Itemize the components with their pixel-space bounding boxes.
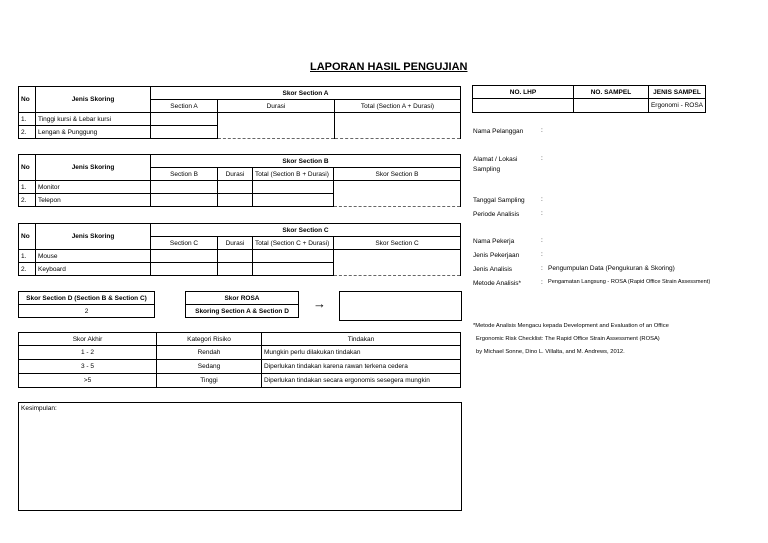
- no-lhp-header: NO. LHP: [473, 86, 574, 99]
- cell[interactable]: [151, 113, 218, 126]
- tanggal-label: Tanggal Sampling: [473, 197, 525, 204]
- cell[interactable]: [151, 181, 218, 194]
- col-total-a: Total (Section A + Durasi): [335, 100, 461, 113]
- note-line: by Michael Sonne, Dino L. Villalta, and M. Andrews, 2012.: [476, 349, 625, 355]
- section-d-table: [18, 291, 155, 318]
- cell[interactable]: [218, 181, 253, 194]
- row-name: Keyboard: [36, 263, 151, 276]
- nama-pelanggan-label: Nama Pelanggan: [473, 128, 524, 135]
- skor-section-a-header: Skor Section A: [151, 87, 461, 100]
- tindakan-header: Tindakan: [262, 333, 461, 346]
- nama-pekerja-label: Nama Pekerja: [473, 238, 515, 245]
- rosa-sub: Skoring Section A & Section D: [186, 305, 299, 318]
- skor-section-c-header: Skor Section C: [151, 224, 461, 237]
- no-header: No: [19, 155, 36, 181]
- row-name: Lengan & Punggung: [36, 126, 151, 139]
- cell[interactable]: [218, 263, 253, 276]
- alamat-label: Alamat / Lokasi: [473, 156, 518, 163]
- col-total-c: Total (Section C + Durasi): [253, 237, 334, 250]
- kategori-table: [18, 332, 461, 388]
- page-title: LAPORAN HASIL PENGUJIAN: [310, 61, 468, 73]
- colon: :: [541, 210, 543, 217]
- jenis-analisis-label: Jenis Analisis: [473, 266, 513, 273]
- cell[interactable]: [151, 126, 218, 139]
- colon: :: [541, 127, 543, 134]
- kesimpulan-box[interactable]: [18, 402, 462, 511]
- col-section-a: Section A: [151, 100, 218, 113]
- row-no: 1.: [19, 113, 36, 126]
- section-b-table: [18, 154, 461, 207]
- kategori-cell: Sedang: [157, 360, 262, 374]
- note-line: Ergonomic Risk Checklist: The Rapid Office Strain Assessment (ROSA): [476, 336, 660, 342]
- cell[interactable]: [151, 250, 218, 263]
- kategori-cell: Rendah: [157, 346, 262, 360]
- col-section-b: Section B: [151, 168, 218, 181]
- no-header: No: [19, 224, 36, 250]
- cell[interactable]: [218, 194, 253, 207]
- col-section-c: Section C: [151, 237, 218, 250]
- colon: :: [541, 155, 543, 162]
- rosa-label: Skor ROSA: [186, 292, 299, 305]
- row-no: 2.: [19, 126, 36, 139]
- periode-label: Periode Analisis: [473, 211, 520, 218]
- rosa-table: [185, 291, 299, 318]
- row-no: 2.: [19, 194, 36, 207]
- colon: :: [541, 251, 543, 258]
- row-name: Tinggi kursi & Lebar kursi: [36, 113, 151, 126]
- cell[interactable]: [253, 194, 334, 207]
- note-line: *Metode Analisis Mengacu kepada Development and Evaluation of an Office: [473, 323, 669, 329]
- kategori-header: Kategori Risiko: [157, 333, 262, 346]
- kesimpulan-label: Kesimpulan:: [21, 405, 57, 412]
- jenis-skoring-header: Jenis Skoring: [36, 87, 151, 113]
- col-durasi: Durasi: [218, 100, 335, 113]
- tindakan-cell: Mungkin perlu dilakukan tindakan: [262, 346, 461, 360]
- no-sampel-header: NO. SAMPEL: [573, 86, 648, 99]
- header-right-table: [472, 85, 706, 113]
- row-name: Mouse: [36, 250, 151, 263]
- cell[interactable]: [335, 113, 461, 139]
- jenis-sampel-value: Ergonomi - ROSA: [648, 99, 705, 113]
- cell[interactable]: [334, 250, 461, 276]
- colon: :: [541, 196, 543, 203]
- section-d-label: Skor Section D (Section B & Section C): [19, 292, 155, 305]
- cell[interactable]: [151, 194, 218, 207]
- col-skor-b: Skor Section B: [334, 168, 461, 181]
- no-header: No: [19, 87, 36, 113]
- cell[interactable]: [334, 181, 461, 207]
- tindakan-cell: Diperlukan tindakan karena rawan terkena cedera: [262, 360, 461, 374]
- metode-value: Pengamatan Langsung - ROSA (Rapid Office Strain Assessment): [548, 279, 711, 285]
- sampling-label: Sampling: [473, 166, 501, 173]
- col-durasi: Durasi: [218, 237, 253, 250]
- cell[interactable]: [253, 181, 334, 194]
- cell[interactable]: [253, 263, 334, 276]
- skor-akhir-header: Skor Akhir: [19, 333, 157, 346]
- jenis-skoring-header: Jenis Skoring: [36, 224, 151, 250]
- col-durasi: Durasi: [218, 168, 253, 181]
- cell[interactable]: [218, 250, 253, 263]
- row-name: Telepon: [36, 194, 151, 207]
- jenis-skoring-header: Jenis Skoring: [36, 155, 151, 181]
- skor-akhir-cell: 1 - 2: [19, 346, 157, 360]
- skor-akhir-cell: >5: [19, 374, 157, 388]
- rosa-result-box[interactable]: [339, 291, 462, 321]
- row-name: Monitor: [36, 181, 151, 194]
- cell[interactable]: [151, 263, 218, 276]
- arrow-right-icon: →: [313, 296, 326, 311]
- cell[interactable]: [218, 113, 335, 139]
- jenis-sampel-header: JENIS SAMPEL: [648, 86, 705, 99]
- no-lhp-value[interactable]: [473, 99, 574, 113]
- jenis-pekerjaan-label: Jenis Pekerjaan: [473, 252, 520, 259]
- col-total-b: Total (Section B + Durasi): [253, 168, 334, 181]
- colon: :: [541, 265, 543, 272]
- cell[interactable]: [253, 250, 334, 263]
- col-skor-c: Skor Section C: [334, 237, 461, 250]
- jenis-analisis-value: Pengumpulan Data (Pengukuran & Skoring): [548, 265, 675, 272]
- section-a-table: [18, 86, 461, 139]
- row-no: 2.: [19, 263, 36, 276]
- metode-label: Metode Analisis*: [473, 280, 522, 287]
- no-sampel-value[interactable]: [573, 99, 648, 113]
- section-d-value: 2: [19, 305, 155, 318]
- tindakan-cell: Diperlukan tindakan secara ergonomis sesegera mungkin: [262, 374, 461, 388]
- section-c-table: [18, 223, 461, 276]
- kategori-cell: Tinggi: [157, 374, 262, 388]
- colon: :: [541, 237, 543, 244]
- row-no: 1.: [19, 181, 36, 194]
- row-no: 1.: [19, 250, 36, 263]
- skor-section-b-header: Skor Section B: [151, 155, 461, 168]
- colon: :: [541, 279, 543, 286]
- skor-akhir-cell: 3 - 5: [19, 360, 157, 374]
